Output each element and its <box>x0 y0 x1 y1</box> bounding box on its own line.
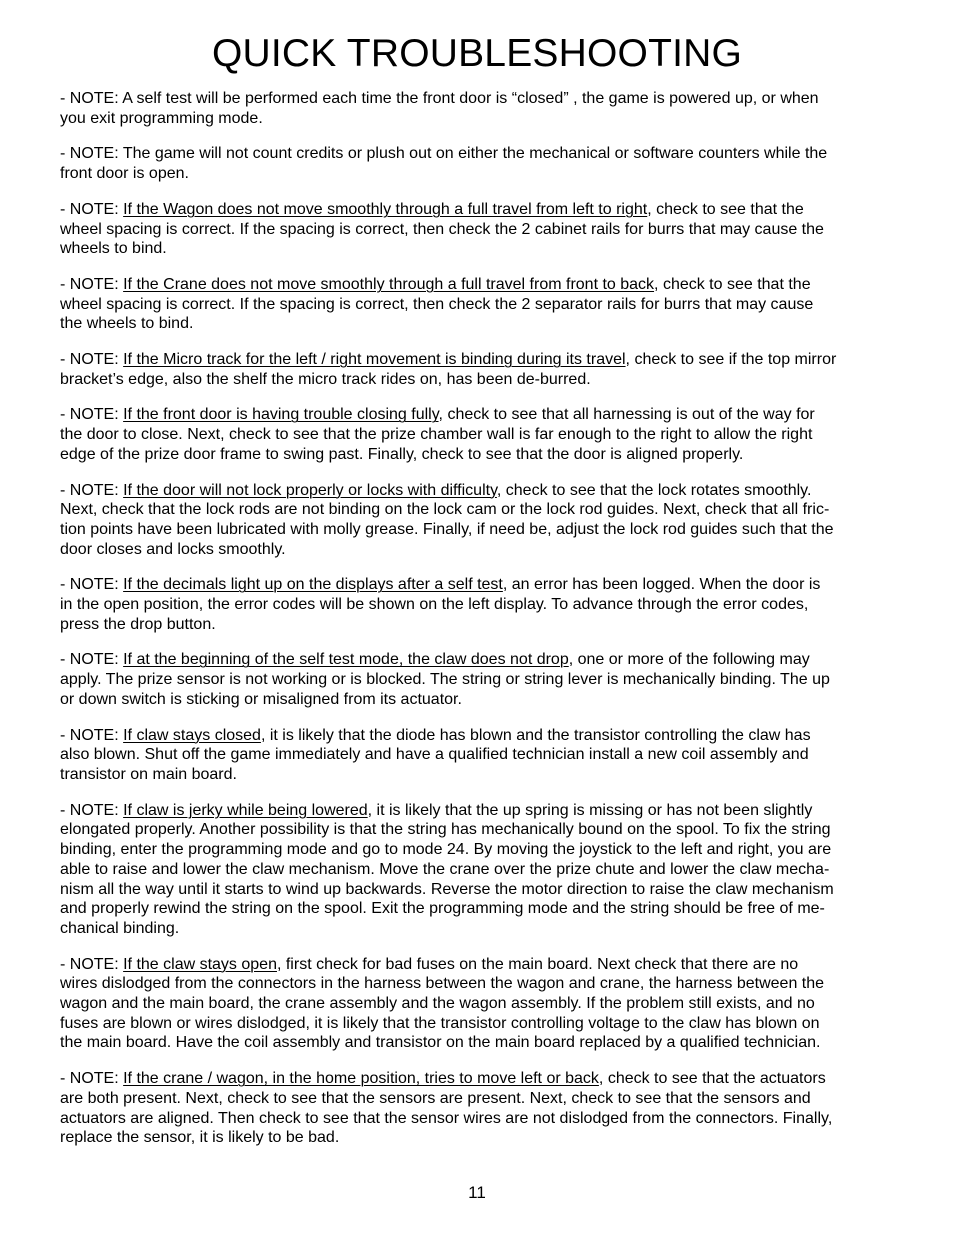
note-line <box>60 670 900 690</box>
note-heading: If at the beginning of the self test mode, the claw does not drop <box>123 651 569 669</box>
note-text: - NOTE: <box>60 801 124 819</box>
note-line <box>60 1014 900 1034</box>
note-text: - NOTE: <box>60 351 124 369</box>
note-line <box>60 595 900 615</box>
note-door-lock <box>60 481 900 560</box>
note-line <box>60 820 900 840</box>
note-text: - NOTE: <box>60 406 124 424</box>
note-micro-track <box>60 350 900 389</box>
troubleshooting-notes <box>60 89 900 1164</box>
note-claw-jerky <box>60 801 900 939</box>
note-heading: If the Crane does not move smoothly through a full travel from front to back <box>123 275 655 293</box>
note-line <box>60 840 900 860</box>
note-text: wheel spacing is correct. If the spacing is correct, then check the 2 separator rails for burrs that may cause <box>60 295 814 313</box>
note-text: you exit programming mode. <box>60 109 263 127</box>
note-line <box>60 445 900 465</box>
note-text: wheels to bind. <box>60 240 167 258</box>
note-text: , first check for bad fuses on the main board. Next check that there are no <box>276 955 799 973</box>
note-text: the wheels to bind. <box>60 315 194 333</box>
note-heading: If the Micro track for the left / right movement is binding during its travel <box>123 351 626 369</box>
note-line <box>60 295 900 315</box>
note-claw-stays-open <box>60 955 900 1054</box>
note-home-position <box>60 1069 900 1148</box>
note-text: nism all the way until it starts to wind up backwards. Reverse the motor direction to raise the claw mechanism <box>60 880 834 898</box>
note-line <box>60 1109 900 1129</box>
note-text: elongated properly. Another possibility is that the string has mechanically bound on the spool. To fix the string <box>60 821 831 839</box>
note-line <box>60 575 900 595</box>
note-text: and properly rewind the string on the spool. Exit the programming mode and the string should be free of me- <box>60 900 825 918</box>
note-text: - NOTE: <box>60 955 124 973</box>
note-text: , check to see that the lock rotates smoothly. <box>496 481 812 499</box>
note-text: chanical binding. <box>60 919 180 937</box>
note-line <box>60 860 900 880</box>
note-line <box>60 200 900 220</box>
note-text: - NOTE: <box>60 576 124 594</box>
note-line <box>60 615 900 635</box>
note-text: , it is likely that the diode has blown and the transistor controlling the claw has <box>260 726 811 744</box>
note-line <box>60 919 900 939</box>
note-line <box>60 1033 900 1053</box>
note-decimal-errors <box>60 575 900 634</box>
note-wagon-travel <box>60 200 900 259</box>
note-line <box>60 481 900 501</box>
note-line <box>60 899 900 919</box>
note-text: , check to see that the actuators <box>598 1070 826 1088</box>
note-line <box>60 690 900 710</box>
note-line <box>60 164 900 184</box>
note-text: wires dislodged from the connectors in the harness between the wagon and crane, the harness between the <box>60 975 825 993</box>
note-text: fuses are blown or wires dislodged, it is likely that the transistor controlling voltage to the claw has blown on <box>60 1014 820 1032</box>
note-line <box>60 425 900 445</box>
note-text: front door is open. <box>60 165 189 183</box>
note-heading: If claw stays closed <box>123 726 261 744</box>
note-text: - NOTE: <box>60 1070 124 1088</box>
note-line <box>60 1128 900 1148</box>
note-text: the door to close. Next, check to see that the prize chamber wall is far enough to the right to allow the right <box>60 426 813 444</box>
note-text: apply. The prize sensor is not working or is blocked. The string or string lever is mechanically binding. The up <box>60 671 830 689</box>
note-text: wagon and the main board, the crane assembly and the wagon assembly. If the problem still exists, and no <box>60 995 815 1013</box>
note-text: - NOTE: <box>60 275 124 293</box>
note-self-test <box>60 89 900 128</box>
note-text: replace the sensor, it is likely to be bad. <box>60 1129 340 1147</box>
note-line <box>60 109 900 129</box>
note-text: are both present. Next, check to see that the sensors are present. Next, check to see that the sensors and <box>60 1089 811 1107</box>
note-text: - NOTE: <box>60 726 124 744</box>
note-line <box>60 1069 900 1089</box>
note-text: , one or more of the following may <box>568 651 810 669</box>
note-line <box>60 239 900 259</box>
note-text: - NOTE: <box>60 651 124 669</box>
note-line <box>60 801 900 821</box>
note-line <box>60 350 900 370</box>
note-line <box>60 500 900 520</box>
note-text: binding, enter the programming mode and go to mode 24. By moving the joystick to the left and right, you are <box>60 841 832 859</box>
note-line <box>60 370 900 390</box>
note-line <box>60 994 900 1014</box>
note-text: door closes and locks smoothly. <box>60 540 286 558</box>
note-text: press the drop button. <box>60 615 216 633</box>
page-title: QUICK TROUBLESHOOTING <box>211 32 743 75</box>
note-line <box>60 726 900 746</box>
note-text: bracket’s edge, also the shelf the micro track rides on, has been de-burred. <box>60 370 591 388</box>
note-line <box>60 540 900 560</box>
note-line <box>60 314 900 334</box>
note-claw-no-drop <box>60 650 900 709</box>
note-heading: If the claw stays open <box>123 955 277 973</box>
note-heading: If the crane / wagon, in the home position, tries to move left or back <box>123 1070 599 1088</box>
note-line <box>60 89 900 109</box>
note-line <box>60 220 900 240</box>
note-text: , check to see that the <box>647 200 804 218</box>
note-text: , check to see that the <box>654 275 811 293</box>
note-text: wheel spacing is correct. If the spacing is correct, then check the 2 cabinet rails for burrs that may cause the <box>60 220 824 238</box>
note-heading: If the decimals light up on the displays after a self test <box>123 576 503 594</box>
note-line <box>60 650 900 670</box>
note-line <box>60 765 900 785</box>
note-front-door-open <box>60 144 900 183</box>
note-heading: If the Wagon does not move smoothly through a full travel from left to right <box>123 200 648 218</box>
note-text: tion points have been lubricated with molly grease. Finally, if need be, adjust the lock rod guides such that the <box>60 520 834 538</box>
note-line <box>60 1089 900 1109</box>
note-heading: If the door will not lock properly or locks with difficulty <box>123 481 497 499</box>
note-heading: If the front door is having trouble closing fully <box>123 406 439 424</box>
note-text: Next, check that the lock rods are not binding on the lock cam or the lock rod guides. Next, check that all fric- <box>60 501 830 519</box>
note-text: able to raise and lower the claw mechanism. Move the crane over the prize chute and lower the claw mecha- <box>60 860 830 878</box>
note-text: - NOTE: The game will not count credits or plush out on either the mechanical or software counters while the <box>60 145 828 163</box>
note-text: edge of the prize door frame to swing past. Finally, check to see that the door is aligned properly. <box>60 445 744 463</box>
note-text: - NOTE: <box>60 481 124 499</box>
note-text: the main board. Have the coil assembly and transistor on the main board replaced by a qualified technician. <box>60 1034 821 1052</box>
note-text: - NOTE: A self test will be performed each time the front door is “closed” , the game is powered up, or when <box>60 90 819 107</box>
note-text: , it is likely that the up spring is missing or has not been slightly <box>367 801 813 819</box>
note-text: also blown. Shut off the game immediately and have a qualified technician install a new coil assembly and <box>60 746 809 764</box>
note-line <box>60 974 900 994</box>
note-line <box>60 520 900 540</box>
note-front-door-closing <box>60 405 900 464</box>
note-text: or down switch is sticking or misaligned from its actuator. <box>60 690 462 708</box>
note-claw-stays-closed <box>60 726 900 785</box>
note-text: in the open position, the error codes will be shown on the left display. To advance through the error codes, <box>60 596 809 614</box>
note-crane-travel <box>60 275 900 334</box>
note-heading: If claw is jerky while being lowered <box>123 801 368 819</box>
note-text: transistor on main board. <box>60 765 237 783</box>
note-line <box>60 144 900 164</box>
note-line <box>60 880 900 900</box>
note-line <box>60 275 900 295</box>
note-line <box>60 955 900 975</box>
note-text: , check to see that all harnessing is out of the way for <box>438 406 815 424</box>
note-text: , an error has been logged. When the door is <box>502 576 821 594</box>
note-line <box>60 745 900 765</box>
note-text: , check to see if the top mirror <box>625 351 837 369</box>
note-text: - NOTE: <box>60 200 124 218</box>
note-text: actuators are aligned. Then check to see that the sensor wires are not dislodged from the connectors. Finally, <box>60 1109 833 1127</box>
note-line <box>60 405 900 425</box>
page-number: 11 <box>468 1183 486 1202</box>
